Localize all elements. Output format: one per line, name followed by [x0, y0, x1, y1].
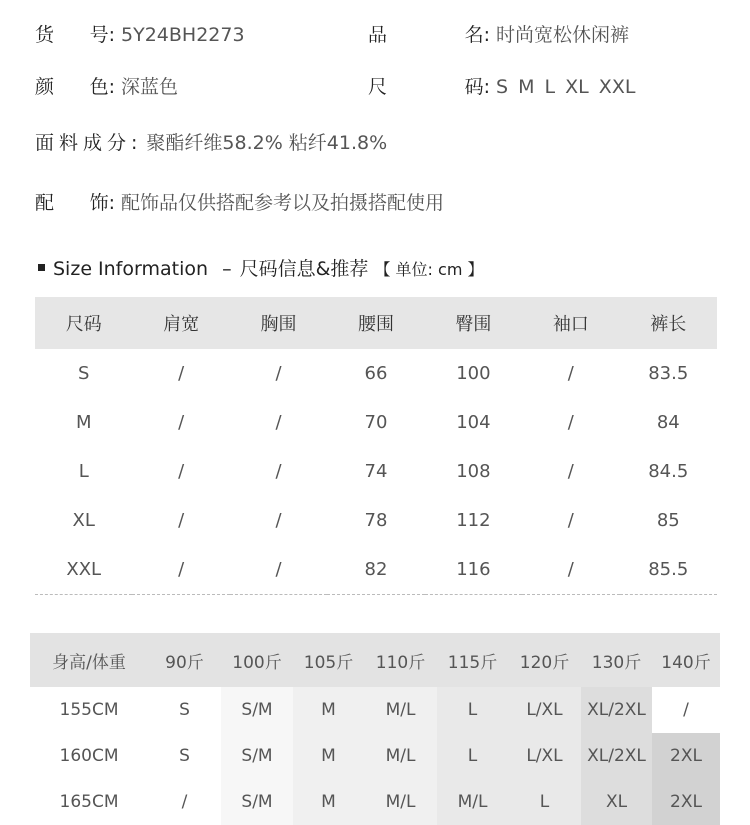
recommend-table-cell: S [148, 733, 221, 779]
accessory-label-2: 饰: [89, 192, 115, 214]
fabric-row [35, 128, 387, 155]
size-table-cell: / [567, 412, 574, 433]
recommend-table-cell: L [437, 687, 508, 733]
size-table-cell: / [567, 461, 574, 482]
recommend-table-cell: M [293, 733, 364, 779]
product-name-label-1: 品 [368, 24, 388, 46]
product-name-value: 时尚宽松休闲裤 [496, 24, 630, 46]
recommend-table-header-cell: 120斤 [508, 633, 581, 687]
recommend-table-cell: 2XL [652, 779, 720, 825]
size-table-cell: / [178, 363, 185, 384]
size-table-cell: 84 [656, 412, 680, 433]
size-table-cell: L [78, 461, 89, 482]
size-table [35, 297, 717, 595]
recommend-table-header-cell: 130斤 [581, 633, 652, 687]
size-table-cell: 116 [425, 545, 522, 595]
size-table-cell: / [275, 461, 282, 482]
recommend-table-cell: L [437, 733, 508, 779]
size-table-row [35, 349, 717, 398]
size-table-cell: M [75, 412, 92, 433]
size-table-cell: / [275, 363, 282, 384]
size-table-cell: / [275, 412, 282, 433]
recommend-table-cell: M/L [437, 779, 508, 825]
recommend-table-cell: XL/2XL [581, 733, 652, 779]
recommend-table-cell: M/L [364, 779, 437, 825]
recommend-table [30, 633, 720, 825]
color-row [35, 72, 178, 99]
item-no-label-2: 号: [89, 24, 115, 46]
heading-dash: – [222, 258, 232, 280]
size-table-header-cell: 肩宽 [132, 297, 229, 349]
recommend-table-cell: M/L [364, 687, 437, 733]
recommend-table-header-cell: 115斤 [437, 633, 508, 687]
recommend-table-row [30, 779, 720, 825]
recommend-table-header-cell: 身高/体重 [30, 633, 148, 687]
recommend-table-header [30, 633, 720, 687]
size-table-cell: / [178, 461, 185, 482]
recommend-table-cell: XL/2XL [581, 687, 652, 733]
size-table-cell: / [230, 545, 327, 595]
size-table-cell: / [275, 510, 282, 531]
size-table-header-cell: 袖口 [522, 297, 619, 349]
recommend-table-cell: XL [581, 779, 652, 825]
accessory-value: 配饰品仅供搭配参考以及拍摄搭配使用 [121, 192, 445, 214]
fabric-value: 聚酯纤维58.2% 粘纤41.8% [146, 132, 388, 154]
accessory-row [35, 188, 444, 215]
size-table-cell: 66 [364, 363, 388, 384]
size-table-cell: 82 [327, 545, 424, 595]
recommend-table-cell: S/M [221, 687, 293, 733]
size-table-cell: 85 [656, 510, 680, 531]
size-table-row [35, 447, 717, 496]
recommend-table-cell: 2XL [652, 733, 720, 779]
recommend-table-header-cell: 90斤 [148, 633, 221, 687]
size-label-1: 尺 [368, 76, 388, 98]
item-no-label-1: 货 [35, 24, 55, 46]
size-table-row [35, 496, 717, 545]
recommend-table-cell: 165CM [30, 779, 148, 825]
size-table-header-cell: 腰围 [327, 297, 424, 349]
size-table-cell: 70 [364, 412, 388, 433]
recommend-table-cell: / [652, 687, 720, 733]
size-table-row [35, 398, 717, 447]
accessory-label-1: 配 [35, 192, 55, 214]
item-no-row [35, 20, 245, 47]
size-table-cell: 84.5 [648, 461, 689, 482]
recommend-table-cell: 155CM [30, 687, 148, 733]
size-table-cell: / [178, 412, 185, 433]
size-table-cell: / [522, 545, 619, 595]
size-table-cell: 112 [456, 510, 491, 531]
product-name-label-2: 名: [464, 24, 490, 46]
fabric-label: 面料成分: [35, 132, 143, 154]
size-unit: 【 单位: cm 】 [374, 260, 484, 279]
recommend-table-header-cell: 140斤 [652, 633, 720, 687]
recommend-table-header-cell: 105斤 [293, 633, 364, 687]
recommend-table-cell: S [148, 687, 221, 733]
size-value: S M L XL XXL [496, 76, 636, 98]
recommend-table-cell: M [293, 779, 364, 825]
size-table-cell: / [567, 363, 574, 384]
size-table-header-cell: 裤长 [620, 297, 717, 349]
recommend-table-cell: S/M [221, 733, 293, 779]
size-table-header-cell: 臀围 [425, 297, 522, 349]
recommend-table-cell: S/M [221, 779, 293, 825]
size-table-cell: 100 [456, 363, 491, 384]
size-table-header [35, 297, 717, 349]
size-table-cell: XL [72, 510, 95, 531]
color-value: 深蓝色 [121, 76, 179, 98]
recommend-table-row [30, 733, 720, 779]
size-table-cell: / [567, 510, 574, 531]
recommend-table-cell: L [508, 779, 581, 825]
color-label-2: 色: [89, 76, 115, 98]
recommend-table-header-cell: 100斤 [221, 633, 293, 687]
recommend-table-cell: L/XL [508, 733, 581, 779]
size-table-cell: 74 [364, 461, 388, 482]
size-info-heading [38, 254, 484, 281]
size-table-header-cell: 胸围 [230, 297, 327, 349]
size-table-row [35, 545, 717, 595]
size-table-cell: 104 [456, 412, 491, 433]
size-row [368, 72, 635, 99]
recommend-table-cell: M [293, 687, 364, 733]
size-info-english: Size Information [53, 258, 209, 280]
recommend-table-cell: / [148, 779, 221, 825]
size-info-chinese: 尺码信息&推荐 [239, 258, 369, 280]
size-table-cell: / [178, 510, 185, 531]
size-table-header-cell: 尺码 [35, 297, 132, 349]
size-table-cell: 78 [364, 510, 388, 531]
size-table-cell: / [132, 545, 229, 595]
recommend-table-header-cell: 110斤 [364, 633, 437, 687]
size-table-cell: XXL [35, 545, 132, 595]
size-label-2: 码: [464, 76, 490, 98]
item-no-value: 5Y24BH2273 [121, 24, 245, 46]
size-table-cell: 108 [456, 461, 491, 482]
recommend-table-cell: L/XL [508, 687, 581, 733]
recommend-table-cell: M/L [364, 733, 437, 779]
recommend-table-cell: 160CM [30, 733, 148, 779]
size-table-cell: 85.5 [620, 545, 717, 595]
product-name-row [368, 20, 629, 47]
square-bullet-icon [38, 264, 45, 271]
size-table-cell: 83.5 [648, 363, 689, 384]
recommend-table-row [30, 687, 720, 733]
color-label-1: 颜 [35, 76, 55, 98]
size-table-cell: S [77, 363, 90, 384]
